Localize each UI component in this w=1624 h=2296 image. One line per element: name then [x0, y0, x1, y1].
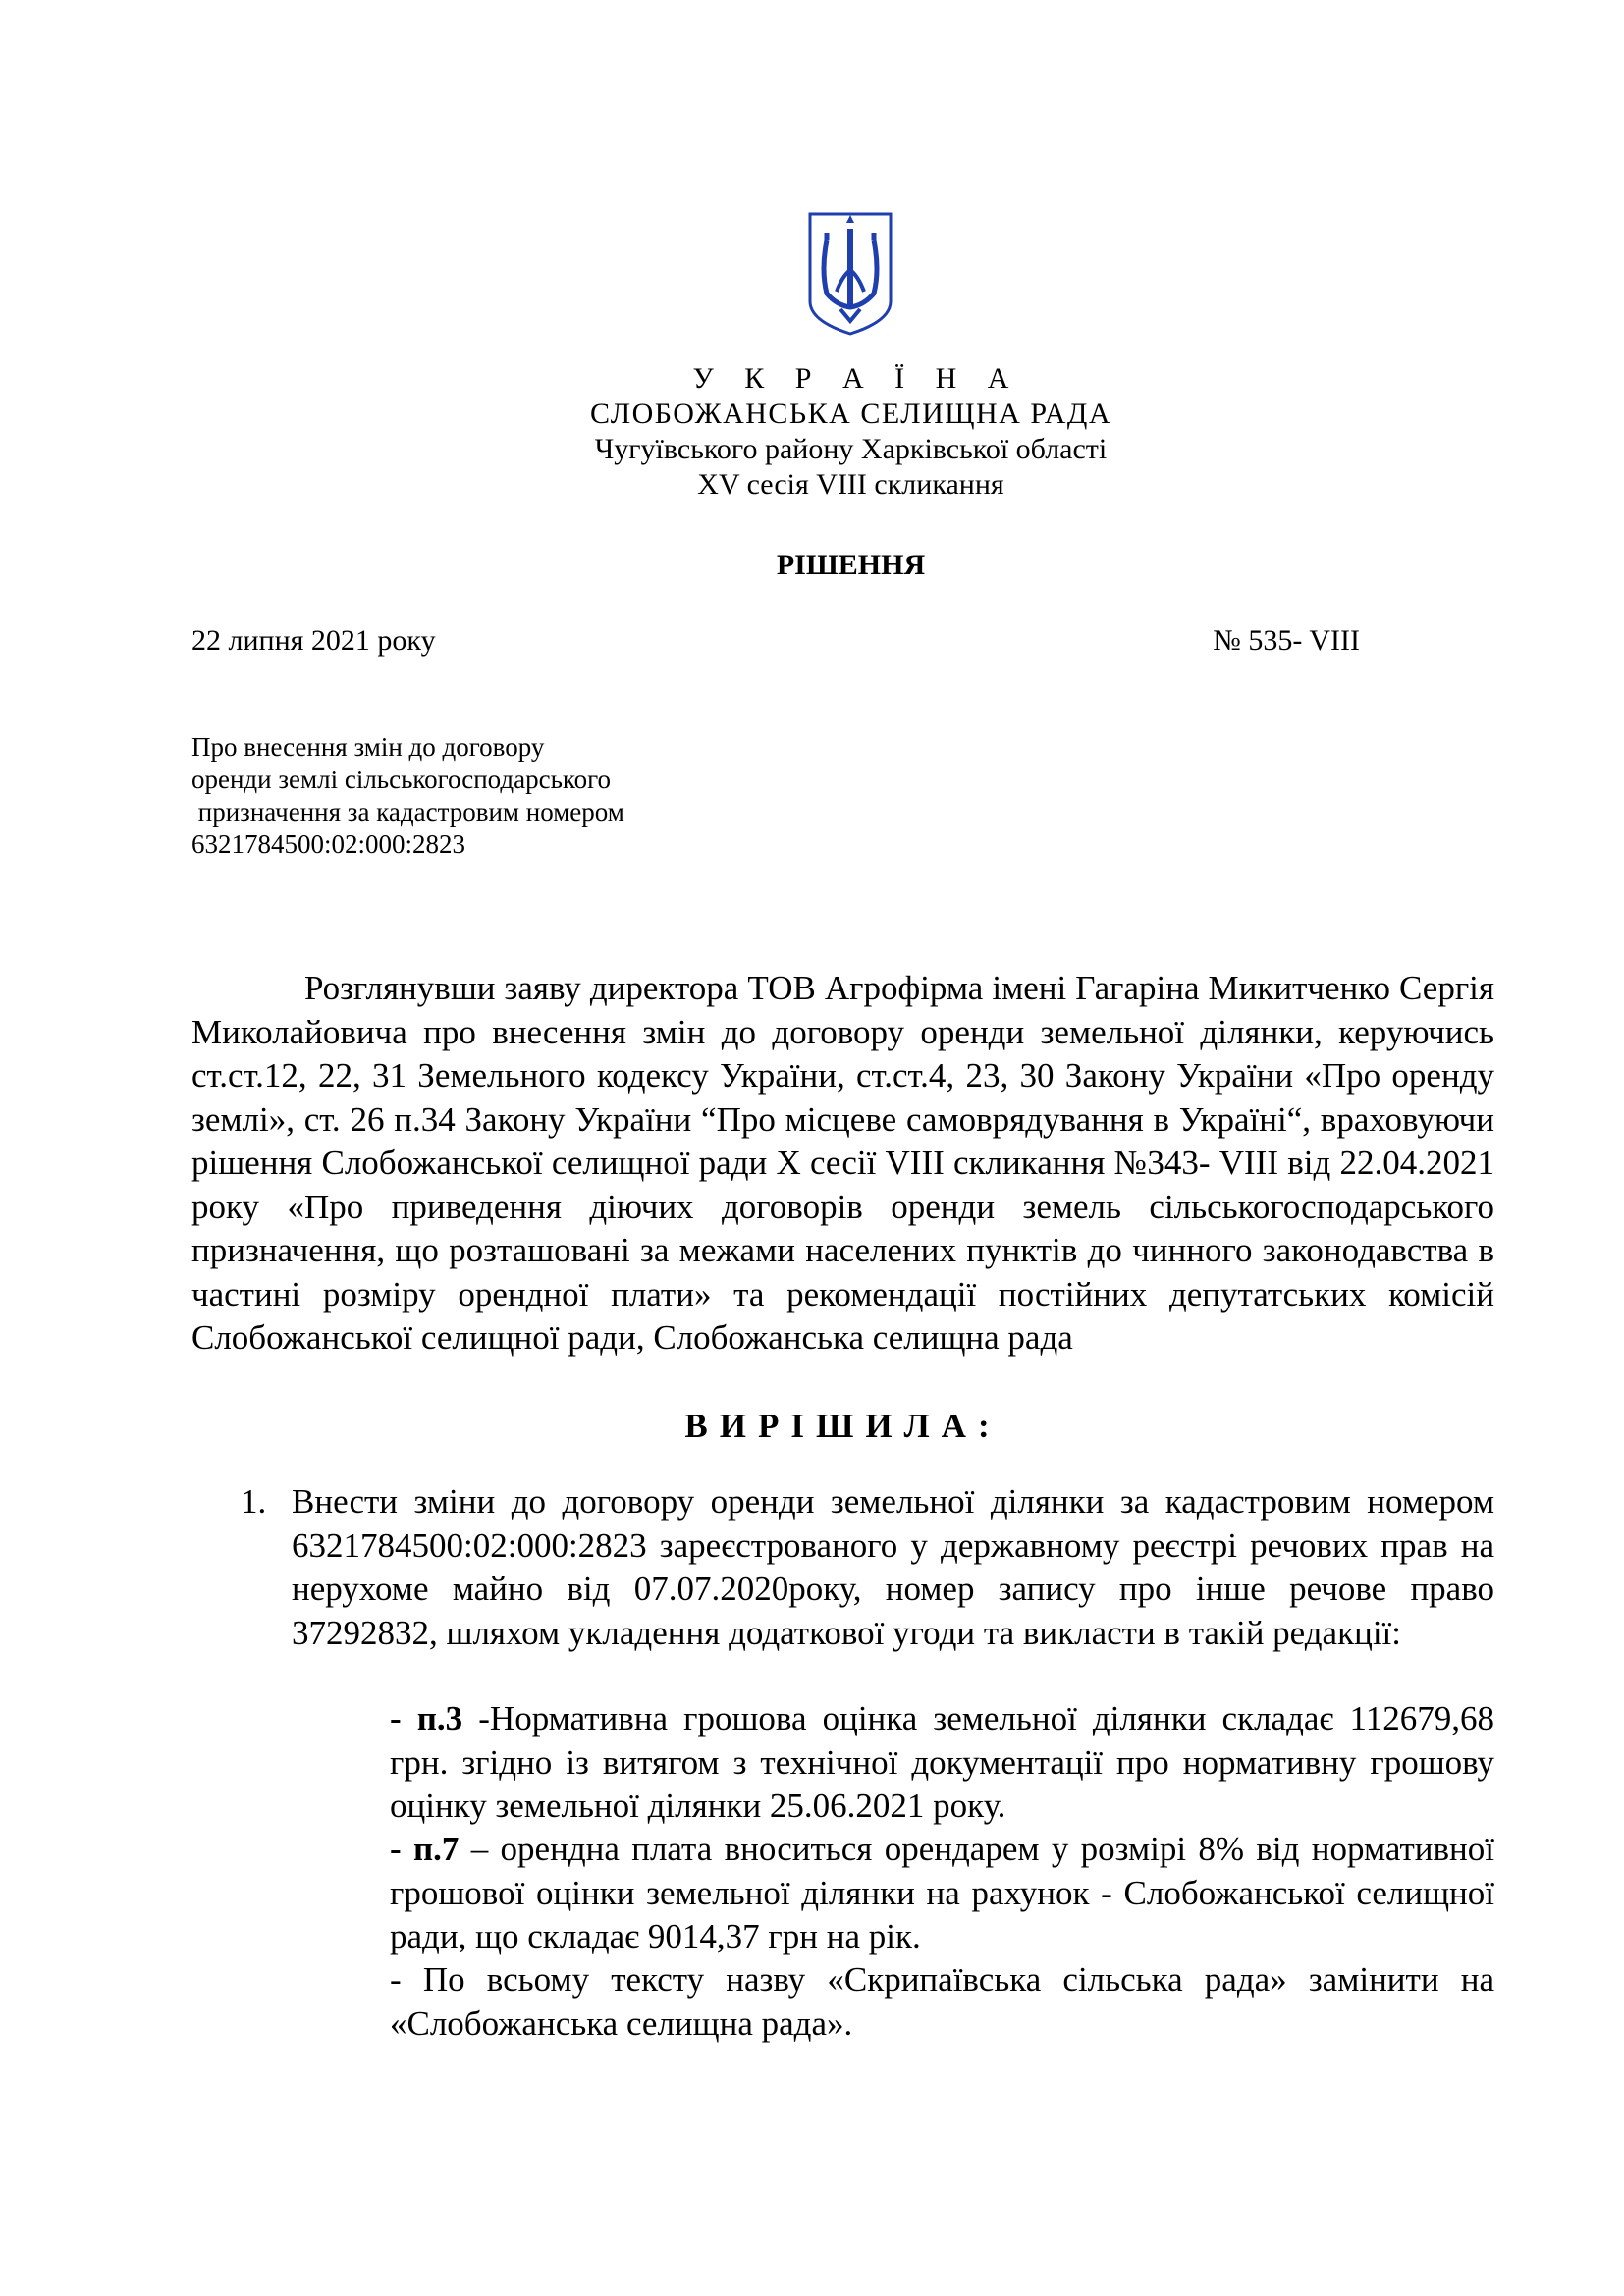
decision-subject: [191, 731, 781, 861]
item-number: 1.: [241, 1482, 267, 1521]
subject-line: 6321784500:02:000:2823: [191, 829, 466, 859]
date-number-row: [191, 623, 1360, 659]
council-name: СЛОБОЖАНСЬКА СЕЛИЩНА РАДА: [589, 398, 1112, 430]
country-name: У К Р А Ї Н А: [692, 362, 1021, 395]
session-info: XV сесія VIII скликання: [697, 468, 1004, 501]
resolution-item: [241, 1480, 1494, 1655]
sub-item-p3: [390, 1697, 1494, 1829]
preamble-paragraph: Розглянувши заяву директора ТОВ Агрофірма імені Гагаріна Микитченко Сергія Миколайовича про внесення змін до договору оренди земельної ділянки, керуючись ст.ст.12, 22, 31 Земельного кодексу України, ст.ст.4, 23, 30 Закону України «Про оренду землі», ст. 26 п.34 Закону України “Про місцеве самоврядування в Україні“, враховуючи рішення Слобожанської селищної ради X сесії VIII скликання №343- VIII від 22.04.2021 року «Про приведення діючих договорів оренди земель сільськогосподарського призначення, що розташовані за межами населених пунктів до чинного законодавства в частині розміру орендної плати» та рекомендації постійних депутатських комісій Слобожанської селищної ради, Слобожанська селищна рада: [191, 969, 1494, 1357]
letterhead: [550, 361, 1152, 503]
sub-item-text: - По всьому тексту назву «Скрипаївська сільська рада» замінити на «Слобожанська селищна рада».: [390, 1960, 1494, 2043]
subject-line: Про внесення змін до договору: [191, 732, 545, 762]
sub-item-label: - п.3: [390, 1699, 463, 1737]
sub-item-p7: [390, 1828, 1494, 1959]
subject-line: оренди землі сільськогосподарського: [191, 765, 612, 794]
sub-item-label: - п.7: [390, 1830, 460, 1868]
sub-item-text: – орендна плата вноситься орендарем у розмірі 8% від нормативної грошової оцінки земельної ділянки на рахунок - Слобожанської селищної ради, що складає 9014,37 грн на рік.: [390, 1830, 1494, 1955]
decision-date: 22 липня 2021 року: [191, 624, 436, 657]
document-title: РІШЕННЯ: [776, 549, 926, 581]
item-text: Внести зміни до договору оренди земельної ділянки за кадастровим номером 6321784500:02:000:2823 зареєстрованого у державному реєстрі речових прав на нерухоме майно від 07.07.2020року, номер запису про інше речове право 37292832, шляхом укладення додаткової угоди та викласти в такій редакції:: [292, 1482, 1494, 1652]
sub-item-rename: [390, 1958, 1494, 2046]
subject-line: призначення за кадастровим номером: [191, 797, 624, 827]
district-name: Чугуївського району Харківської області: [594, 433, 1108, 465]
coat-of-arms-icon: [807, 211, 893, 337]
sub-item-text: -Нормативна грошова оцінка земельної ділянки складає 112679,68 грн. згідно із витягом з технічної документації про нормативну грошову оцінку земельної ділянки 25.06.2021 року.: [390, 1699, 1494, 1825]
resolution-heading: ВИРІШИЛА:: [684, 1407, 1001, 1445]
decision-number: № 535- VIII: [1213, 624, 1360, 657]
